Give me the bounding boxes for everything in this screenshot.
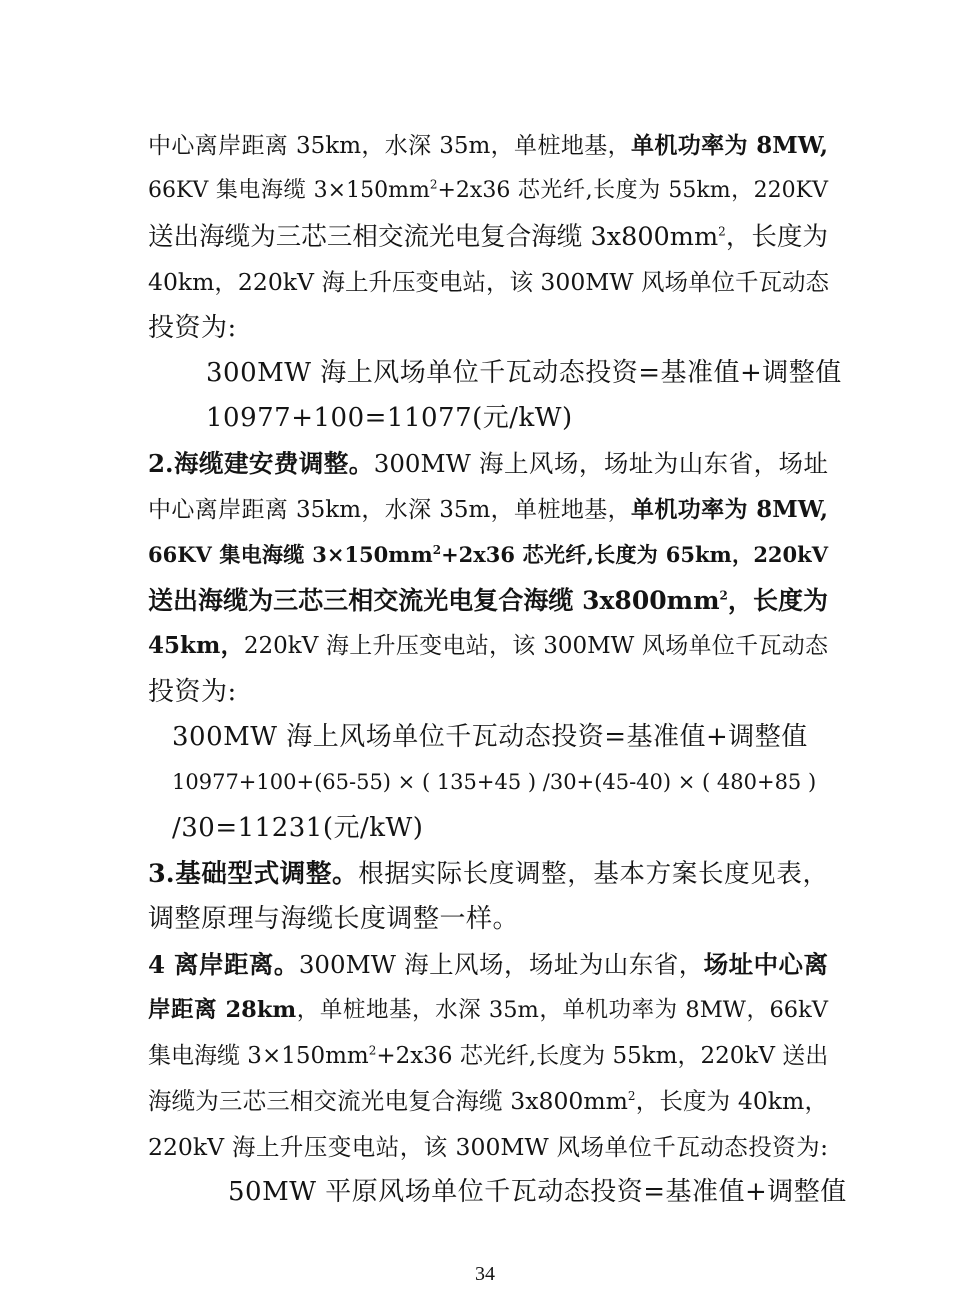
section-heading: 2.海缆建安费调整。 (148, 449, 374, 478)
text-span: ，长度为 40km， (635, 1087, 828, 1115)
bold-text: 岸距离 28km (148, 997, 297, 1023)
section-4-line (148, 945, 828, 985)
formula-text: 300MW 海上风场单位千瓦动态投资=基准值+调整值 (172, 722, 808, 752)
page-number: 34 (475, 1263, 495, 1285)
formula-text: /30=11231(元/kW) (172, 813, 424, 843)
text-line (148, 126, 828, 166)
formula-line (206, 353, 886, 393)
text-line (148, 626, 828, 666)
text-line (148, 217, 828, 257)
text-span: 中心离岸距离 35km，水深 35m，单桩地基， (148, 133, 631, 159)
formula-line (228, 1172, 908, 1212)
superscript: 2 (719, 588, 728, 603)
bold-line (148, 581, 828, 621)
formula-text: 50MW 平原风场单位千瓦动态投资=基准值+调整值 (228, 1177, 847, 1207)
text-line (148, 990, 828, 1030)
text-span: 投资为: (148, 313, 237, 343)
text-span: 220kV 海上升压变电站，该 300MW 风场单位千瓦动态投资为: (148, 1133, 828, 1161)
formula-line (172, 808, 852, 848)
text-line (148, 262, 828, 302)
text-span: ，长度为 (727, 586, 828, 615)
section-2-line (148, 444, 828, 484)
text-span: 66KV 集电海缆 3×150mm (148, 178, 430, 203)
text-span: 220kV 海上升压变电站，该 300MW 风场单位千瓦动态 (243, 633, 828, 659)
text-span: +2x36 芯光纤,长度为 55km，220kV 送出 (376, 1043, 829, 1069)
formula-text: 300MW 海上风场单位千瓦动态投资=基准值+调整值 (206, 358, 842, 388)
section-heading: 3.基础型式调整。 (148, 859, 359, 889)
text-line (148, 672, 828, 712)
text-span: 海缆为三芯三相交流光电复合海缆 3x800mm (148, 1087, 628, 1115)
text-line (148, 1127, 828, 1167)
superscript: 2 (627, 1089, 636, 1104)
text-line (148, 899, 828, 939)
text-span: 投资为: (148, 677, 237, 707)
text-span: ，长度为 (725, 222, 828, 252)
text-span: 40km，220kV 海上升压变电站，该 300MW 风场单位千瓦动态 (148, 268, 829, 296)
bold-text: 单机功率为 8MW, (630, 132, 828, 159)
bold-text: 场址中心离 (703, 950, 828, 979)
formula-line (172, 762, 828, 802)
formula-line (206, 398, 886, 438)
text-line (148, 490, 828, 530)
text-line (148, 1081, 828, 1121)
text-span: 调整原理与海缆长度调整一样。 (148, 904, 520, 934)
bold-text: 单机功率为 8MW, (630, 496, 828, 523)
text-span: 根据实际长度调整，基本方案长度见表， (358, 859, 828, 889)
text-span: 中心离岸距离 35km，水深 35m，单桩地基， (148, 497, 631, 523)
section-3-line (148, 854, 828, 894)
text-span: 300MW 海上风场，场址为山东省，场址 (373, 449, 829, 478)
text-line (148, 1036, 828, 1076)
superscript: 2 (368, 1043, 377, 1058)
text-span: +2x36 芯光纤,长度为 65km，220kV (441, 542, 829, 567)
bold-text: 45km， (148, 632, 244, 659)
superscript: 2 (429, 177, 438, 192)
superscript: 2 (432, 543, 442, 557)
formula-line (172, 717, 852, 757)
text-span: +2x36 芯光纤,长度为 55km，220KV (437, 178, 828, 203)
text-span: 送出海缆为三芯三相交流光电复合海缆 3x800mm (148, 222, 719, 252)
section-heading: 4 离岸距离。 (148, 950, 299, 979)
text-span: 集电海缆 3×150mm (148, 1043, 369, 1069)
text-span: 300MW 海上风场，场址为山东省， (298, 950, 704, 979)
formula-text: 10977+100+(65-55) × ( 135+45 ) /30+(45-40) × ( 480+85 ) (172, 770, 817, 794)
text-span: ，单桩地基，水深 35m，单机功率为 8MW，66kV (296, 997, 829, 1023)
text-span: 送出海缆为三芯三相交流光电复合海缆 3x800mm (148, 586, 720, 615)
text-span: 66KV 集电海缆 3×150mm (148, 542, 433, 567)
superscript: 2 (718, 224, 726, 239)
formula-text: 10977+100=11077(元/kW) (206, 403, 573, 433)
bold-line (148, 535, 828, 575)
text-line (148, 308, 828, 348)
text-line (148, 171, 828, 211)
